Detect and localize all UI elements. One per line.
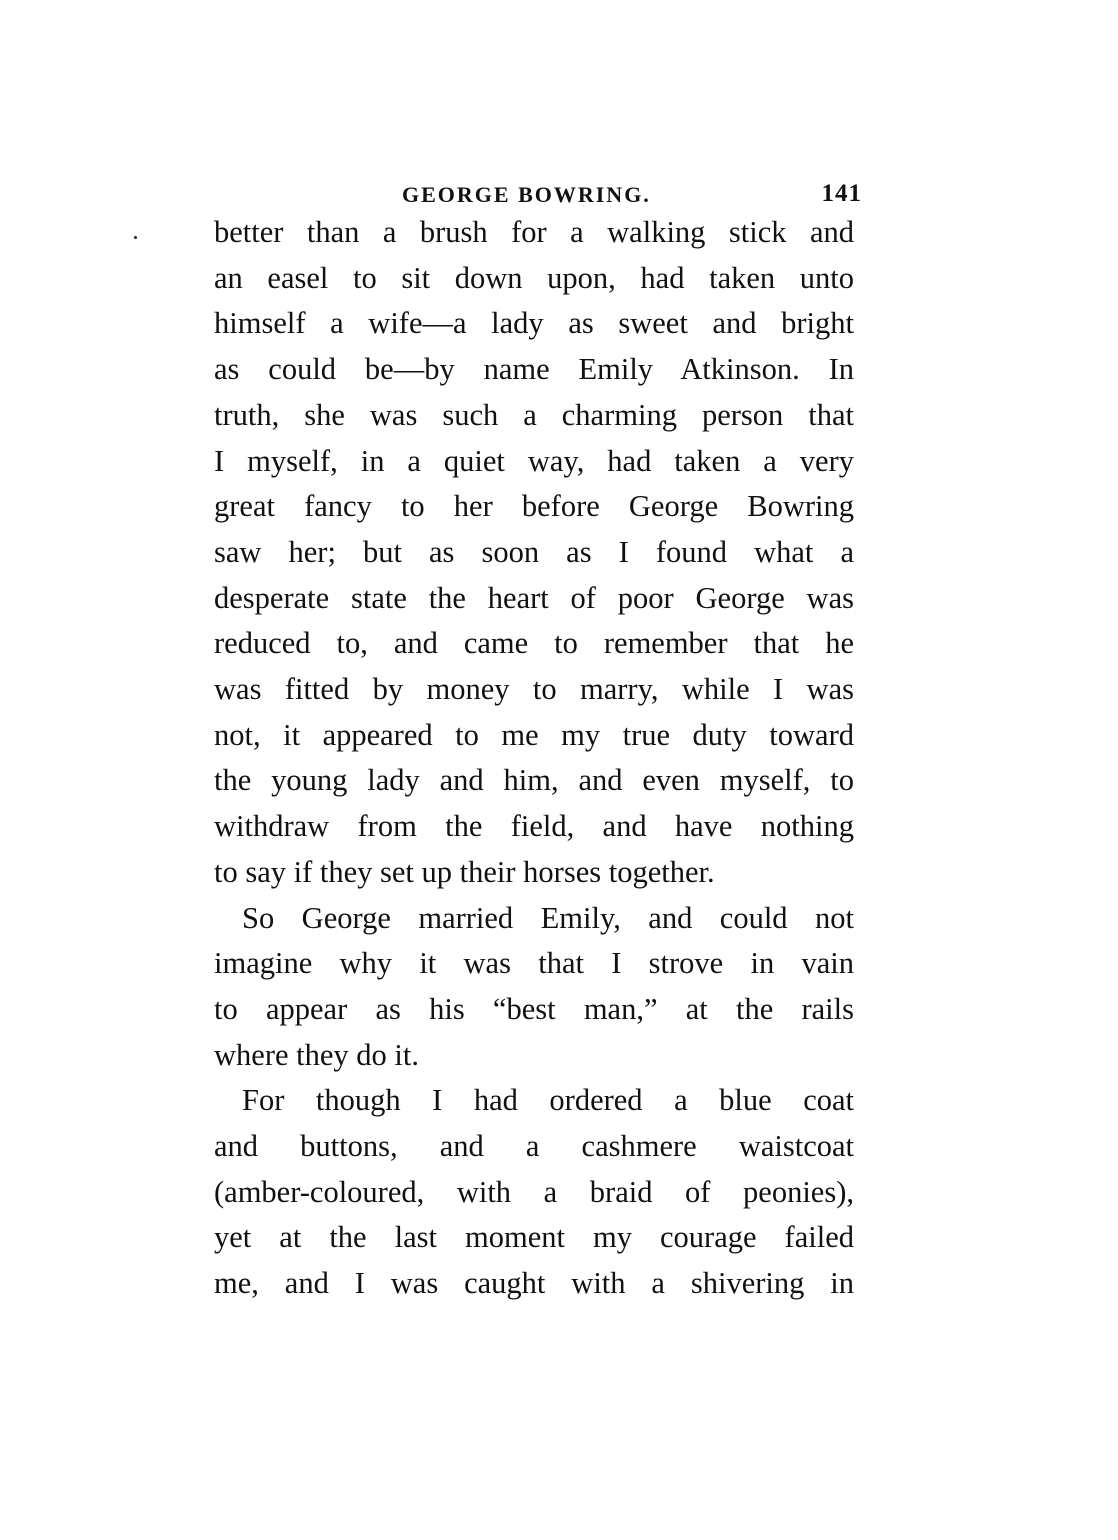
- text-line: withdraw from the field, and have nothing: [214, 809, 854, 844]
- text-line: (amber-coloured, with a braid of peonies),: [214, 1174, 854, 1209]
- page-number: 141: [821, 180, 862, 207]
- text-line: me, and I was caught with a shivering in: [214, 1266, 854, 1301]
- text-line: reduced to, and came to remember that he: [214, 626, 854, 661]
- text-line: desperate state the heart of poor George was: [214, 580, 854, 615]
- text-line: So George married Emily, and could not: [242, 900, 854, 935]
- text-line: I myself, in a quiet way, had taken a very: [214, 443, 854, 478]
- text-line: himself a wife—a lady as sweet and bright: [214, 306, 854, 341]
- text-line: as could be—by name Emily Atkinson. In: [214, 352, 854, 387]
- text-line: truth, she was such a charming person that: [214, 397, 854, 432]
- text-line: to appear as his “best man,” at the rails: [214, 991, 854, 1026]
- text-line: saw her; but as soon as I found what a: [214, 534, 854, 569]
- text-line: better than a brush for a walking stick and: [214, 215, 854, 249]
- text-line: an easel to sit down upon, had taken unto: [214, 260, 854, 295]
- text-line: was fitted by money to marry, while I was: [214, 672, 854, 707]
- text-line: the young lady and him, and even myself, to: [214, 763, 854, 798]
- text-line: great fancy to her before George Bowring: [214, 489, 854, 524]
- text-line: where they do it.: [214, 1037, 419, 1072]
- text-line: and buttons, and a cashmere waistcoat: [214, 1129, 854, 1164]
- text-line: For though I had ordered a blue coat: [242, 1083, 854, 1118]
- text-line: not, it appeared to me my true duty toward: [214, 717, 854, 752]
- running-title: GEORGE BOWRING.: [402, 182, 651, 207]
- body-text: [214, 210, 854, 1307]
- print-speck: [134, 236, 137, 239]
- text-line: yet at the last moment my courage failed: [214, 1220, 854, 1255]
- text-line: to say if they set up their horses together.: [214, 854, 715, 889]
- text-line: imagine why it was that I strove in vain: [214, 946, 854, 981]
